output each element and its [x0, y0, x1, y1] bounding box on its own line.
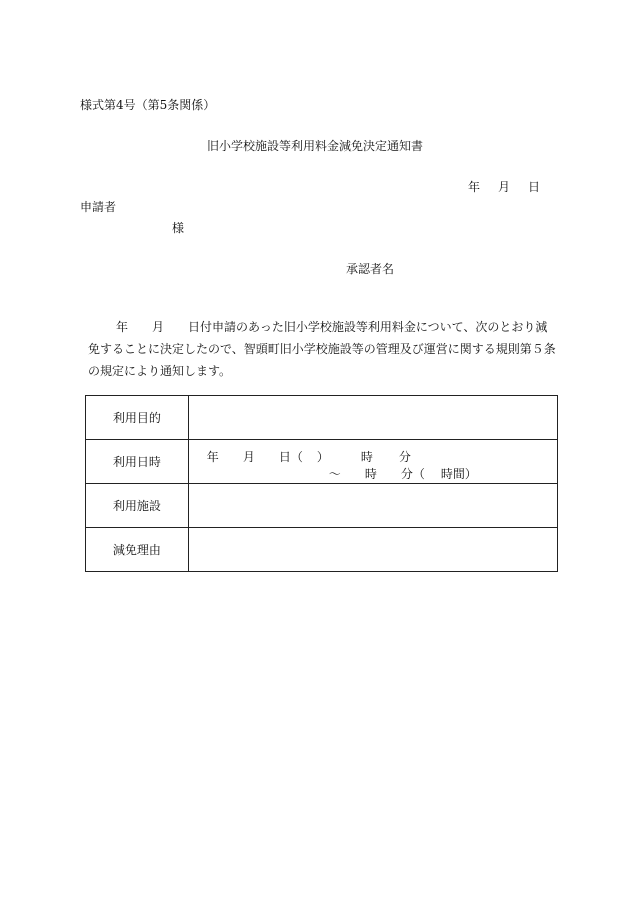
- dt-hour-end: 時: [364, 467, 377, 481]
- dt-tilde: ～: [328, 467, 341, 481]
- dt-hour: 時: [360, 450, 373, 464]
- date-day: 日: [528, 180, 541, 194]
- dt-month: 月: [242, 450, 255, 464]
- body-month: 月: [152, 320, 165, 334]
- body-text: 日付申請のあった旧小学校施設等利用料金について、次のとおり減免することに決定したので、智頭町旧小学校施設等の管理及び運営に関する規則第５条の規定により通知します。: [88, 320, 556, 378]
- dt-year: 年: [206, 450, 219, 464]
- date-year: 年: [468, 180, 481, 194]
- notice-body: [88, 316, 558, 382]
- table-row: [86, 440, 558, 484]
- approver-label: 承認者名: [346, 262, 395, 276]
- facility-label: 利用施設: [86, 484, 189, 528]
- purpose-value: [188, 396, 557, 440]
- datetime-value: [188, 440, 557, 484]
- table-row: [86, 484, 558, 528]
- applicant-label: 申請者: [80, 200, 117, 214]
- datetime-start: [207, 448, 411, 465]
- issue-date: [468, 178, 540, 195]
- date-month: 月: [498, 180, 511, 194]
- dt-minute: 分: [398, 450, 411, 464]
- datetime-end: [329, 465, 477, 482]
- document-title: 旧小学校施設等利用料金減免決定通知書: [206, 139, 423, 153]
- reason-label: 減免理由: [86, 528, 189, 572]
- dt-paren-close: ）: [316, 450, 329, 464]
- facility-value: [188, 484, 557, 528]
- purpose-label: 利用目的: [86, 396, 189, 440]
- details-table: [85, 395, 558, 572]
- applicant-honorific: 様: [172, 221, 185, 235]
- dt-day: 日（: [278, 450, 303, 464]
- dt-hours-total: 時間）: [440, 467, 477, 481]
- table-row: [86, 396, 558, 440]
- form-number: 様式第4号（第5条関係）: [80, 98, 216, 112]
- reason-value: [188, 528, 557, 572]
- dt-minute-end: 分（: [400, 467, 425, 481]
- datetime-label: 利用日時: [86, 440, 189, 484]
- table-row: [86, 528, 558, 572]
- body-year: 年: [116, 320, 129, 334]
